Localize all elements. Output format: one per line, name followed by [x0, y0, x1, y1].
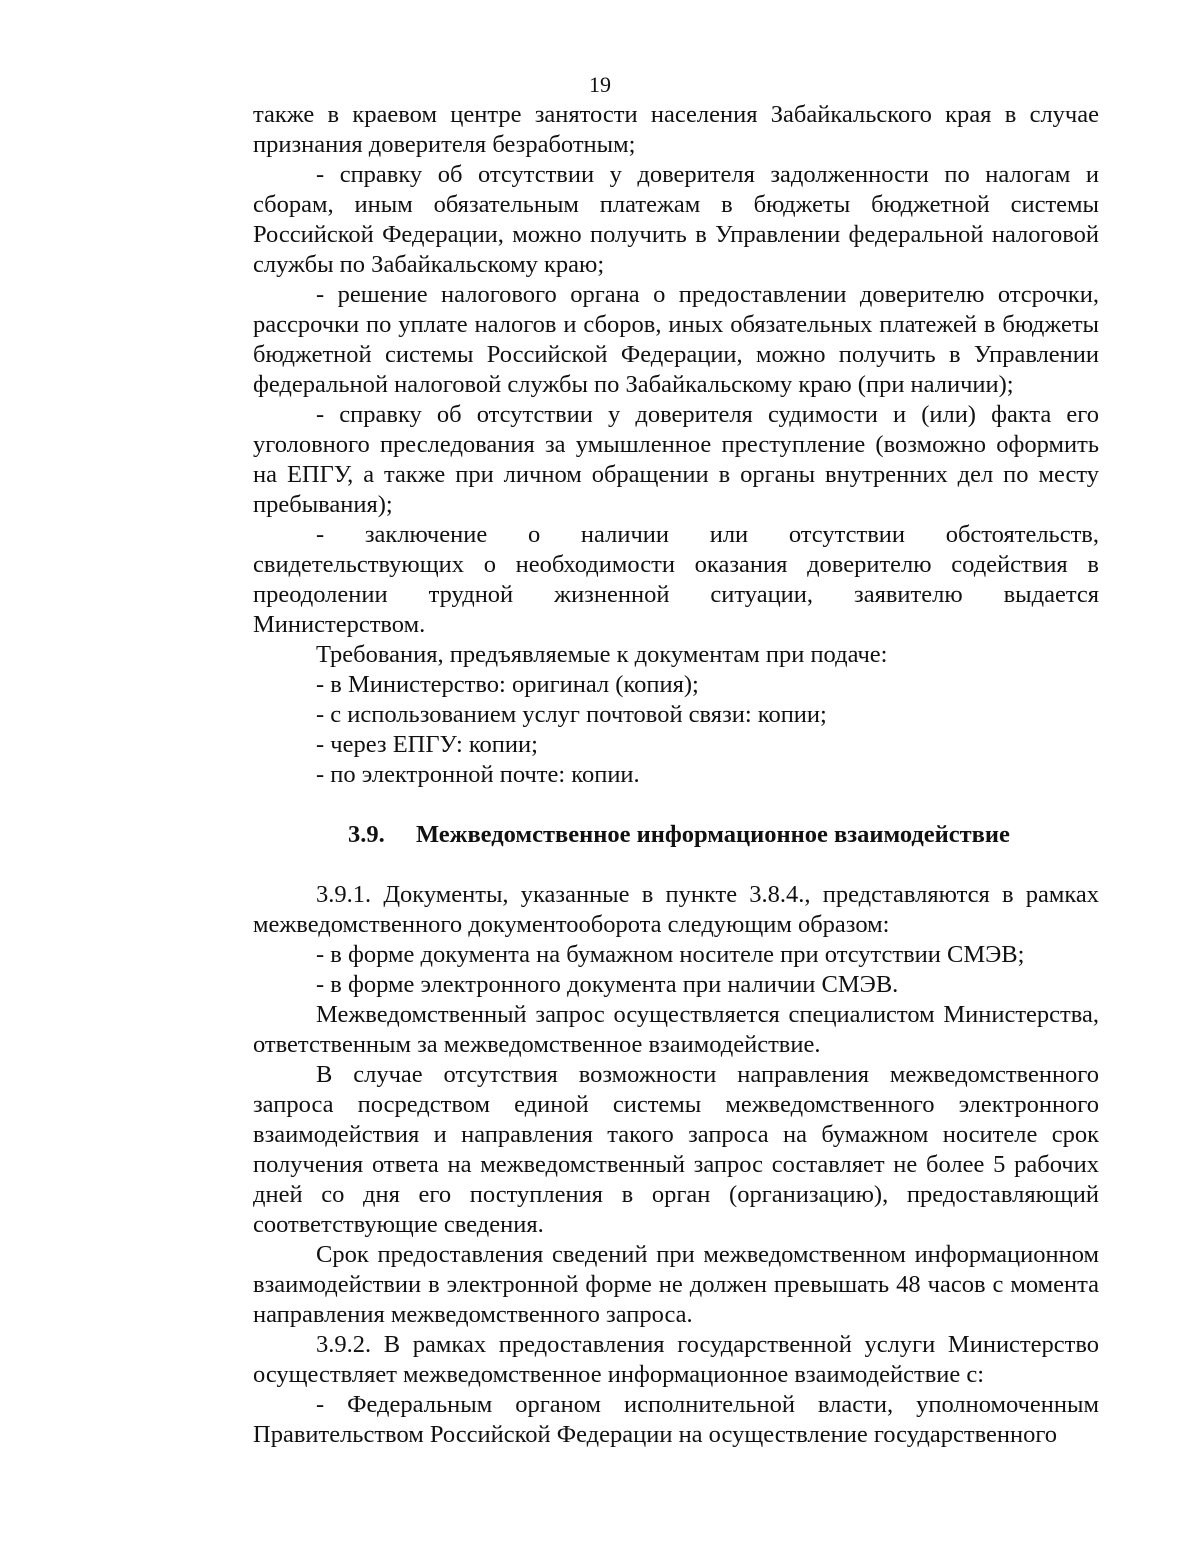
- list-item: - в Министерство: оригинал (копия);: [316, 671, 699, 698]
- paragraph: - Федеральным органом исполнительной власти, уполномоченным Правительством Российской Федерации на осуществление государственного: [253, 1391, 1099, 1448]
- paragraph: Межведомственный запрос осуществляется специалистом Министерства, ответственным за межведомственное взаимодействие.: [253, 1001, 1099, 1058]
- page-number: 19: [589, 72, 611, 97]
- paragraph: - заключение о наличии или отсутствии обстоятельств, свидетельствующих о необходимости оказания доверителю содействия в преодолении трудной жизненной ситуации, заявителю выдается Министерством.: [253, 521, 1099, 638]
- section-number: 3.9.: [348, 821, 385, 848]
- paragraph: также в краевом центре занятости населения Забайкальского края в случае признания доверителя безработным;: [253, 101, 1099, 158]
- paragraph: 3.9.1. Документы, указанные в пункте 3.8.4., представляются в рамках межведомственного документооборота следующим образом:: [253, 881, 1099, 938]
- paragraph: Срок предоставления сведений при межведомственном информационном взаимодействии в электронной форме не должен превышать 48 часов с момента направления межведомственного запроса.: [253, 1241, 1099, 1328]
- paragraph: 3.9.2. В рамках предоставления государственной услуги Министерство осуществляет межведомственное информационное взаимодействие с:: [253, 1331, 1099, 1388]
- list-item: - в форме документа на бумажном носителе при отсутствии СМЭВ;: [316, 941, 1025, 968]
- list-item: - через ЕПГУ: копии;: [316, 731, 538, 758]
- list-item: - по электронной почте: копии.: [316, 761, 640, 788]
- paragraph: - справку об отсутствии у доверителя судимости и (или) факта его уголовного преследования за умышленное преступление (возможно оформить на ЕПГУ, а также при личном обращении в органы внутренних дел по месту пребывания);: [253, 401, 1099, 518]
- section-heading: [253, 820, 1099, 850]
- paragraph: В случае отсутствия возможности направления межведомственного запроса посредством единой системы межведомственного электронного взаимодействия и направления такого запроса на бумажном носителе срок получения ответа на межведомственный запрос составляет не более 5 рабочих дней со дня его поступления в орган (организацию), предоставляющий соответствующие сведения.: [253, 1061, 1099, 1238]
- list-item: - в форме электронного документа при наличии СМЭВ.: [316, 971, 899, 998]
- section-title: Межведомственное информационное взаимодействие: [416, 821, 1010, 848]
- document-body: [253, 100, 1099, 1450]
- paragraph: Требования, предъявляемые к документам при подаче:: [316, 641, 888, 668]
- paragraph: - решение налогового органа о предоставлении доверителю отсрочки, рассрочки по уплате налогов и сборов, иных обязательных платежей в бюджеты бюджетной системы Российской Федерации, можно получить в Управлении федеральной налоговой службы по Забайкальскому краю (при наличии);: [253, 281, 1099, 398]
- paragraph: - справку об отсутствии у доверителя задолженности по налогам и сборам, иным обязательным платежам в бюджеты бюджетной системы Российской Федерации, можно получить в Управлении федеральной налоговой службы по Забайкальскому краю;: [253, 161, 1099, 278]
- list-item: - с использованием услуг почтовой связи: копии;: [316, 701, 827, 728]
